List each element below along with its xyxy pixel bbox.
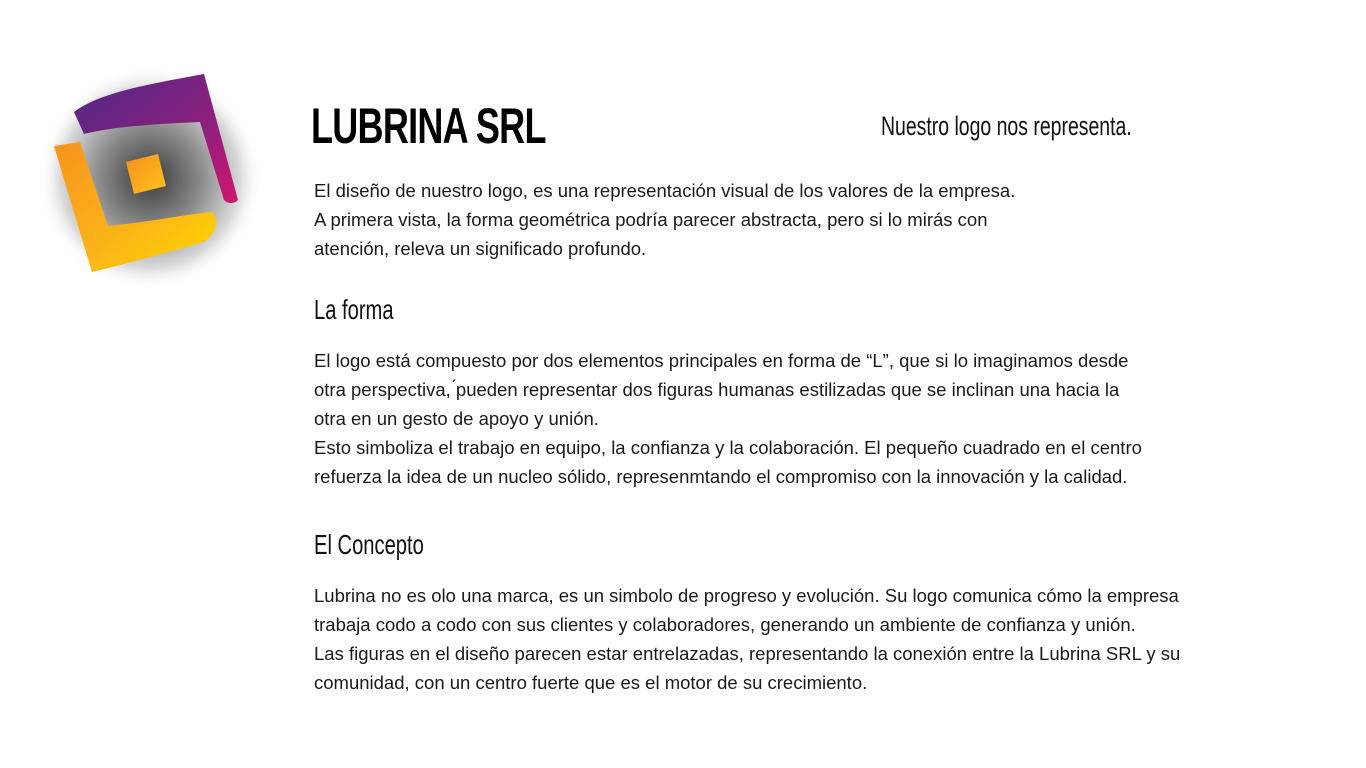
section-heading-el-concepto: El Concepto	[314, 529, 424, 560]
text-line: Las figuras en el diseño parecen estar entrelazadas, representando la conexión entre la Lubrina SRL y su	[314, 643, 1181, 664]
text-line: otra en un gesto de apoyo y unión.	[314, 408, 599, 429]
text-line: atención, releva un significado profundo.	[314, 238, 647, 259]
text-line: A primera vista, la forma geométrica podría parecer abstracta, pero si lo mirás con	[314, 209, 988, 230]
section-paragraph-la-forma	[314, 346, 1142, 491]
section-paragraph-el-concepto	[314, 581, 1180, 697]
section-heading-la-forma: La forma	[314, 294, 394, 325]
text-line: trabaja codo a codo con sus clientes y colaboradores, generando un ambiente de confianza y unión.	[314, 614, 1136, 635]
text-line: comunidad, con un centro fuerte que es el motor de su crecimiento.	[314, 672, 868, 693]
text-line: El diseño de nuestro logo, es una representación visual de los valores de la empresa.	[314, 180, 1016, 201]
text-line: El logo está compuesto por dos elementos principales en forma de “L”, que si lo imaginamos desde	[314, 350, 1129, 371]
text-line: Lubrina no es olo una marca, es un simbolo de progreso y evolución. Su logo comunica cómo la empresa	[314, 585, 1179, 606]
text-line: Esto simboliza el trabajo en equipo, la confianza y la colaboración. El pequeño cuadrado en el centro	[314, 437, 1142, 458]
tagline: Nuestro logo nos representa.	[881, 111, 1132, 141]
text-line: otra perspectiva, ́pueden representar dos figuras humanas estilizadas que se inclinan una hacia la	[314, 379, 1120, 400]
lubrina-logo-icon	[38, 64, 268, 294]
page-title: LUBRINA SRL	[311, 98, 546, 154]
text-line: refuerza la idea de un nucleo sólido, represenmtando el compromiso con la innovación y la calidad.	[314, 466, 1128, 487]
intro-paragraph	[314, 176, 1015, 263]
